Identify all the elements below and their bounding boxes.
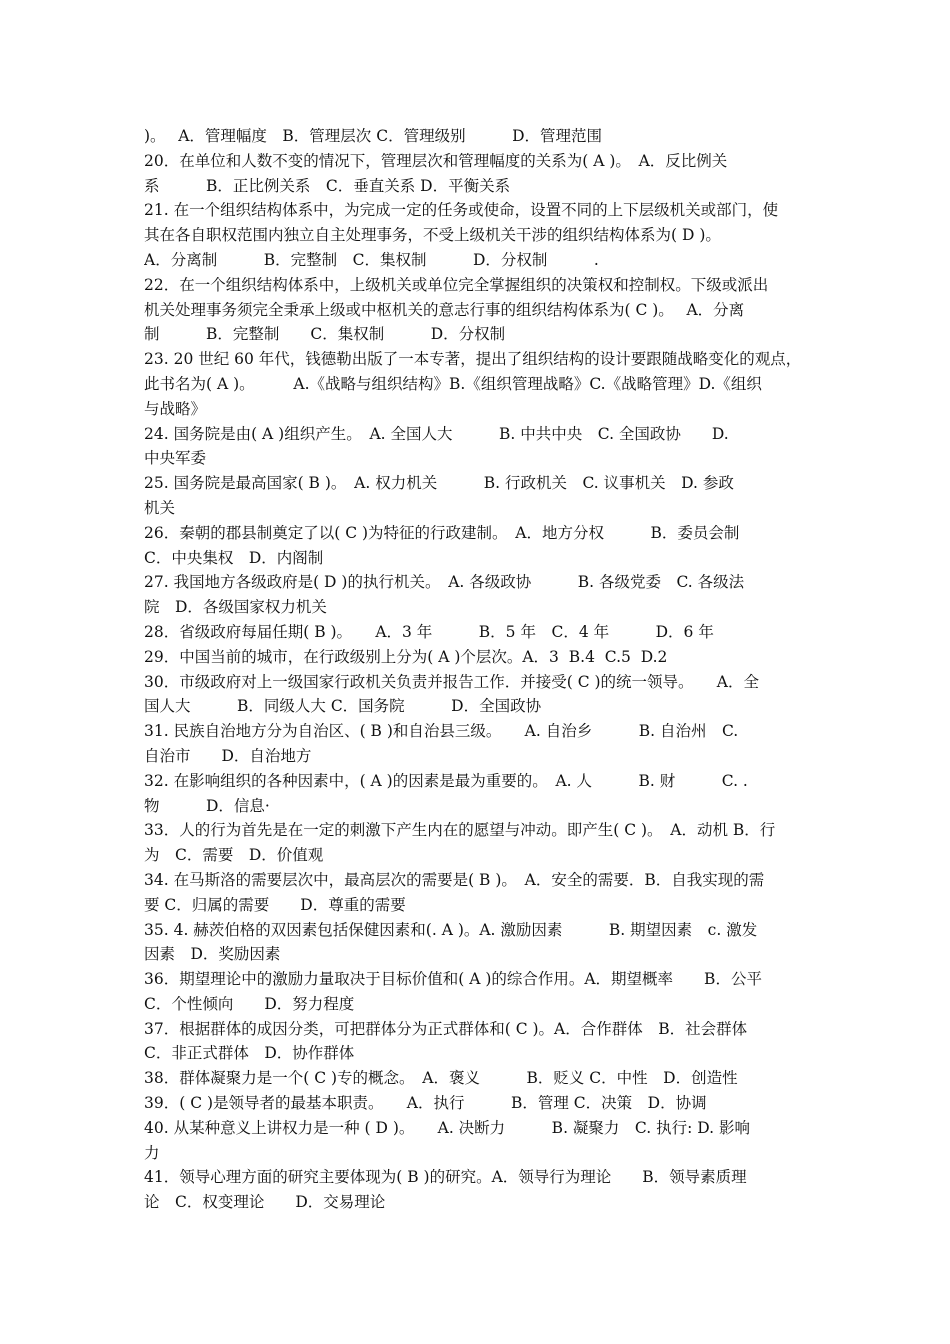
text-line: 33．人的行为首先是在一定的刺激下产生内在的愿望与冲动。即产生( C )。 A．动机 B．行 xyxy=(144,821,776,840)
text-line: 31. 民族自治地方分为自治区、( B )和自治县三级。 A. 自治乡 B. 自治州 C. xyxy=(144,722,739,741)
text-line: 29．中国当前的城市，在行政级别上分为( A )个层次。A．3 B.4 C.5 D.2 xyxy=(144,647,668,666)
text-line: 与战略》 xyxy=(144,399,207,418)
text-line: 要 C．归属的需要 D．尊重的需要 xyxy=(144,895,406,914)
text-line: 41．领导心理方面的研究主要体现为( B )的研究。A．领导行为理论 B．领导素质理 xyxy=(144,1168,747,1187)
text-line: 制 B．完整制 C．集权制 D．分权制 xyxy=(144,325,506,344)
text-line: 23. 20 世纪 60 年代，钱德勒出版了一本专著，提出了组织结构的设计要跟随战略变化的观点， xyxy=(144,350,802,369)
text-line: 此书名为( A )。 A.《战略与组织结构》B.《组织管理战略》C.《战略管理》D.《组织 xyxy=(144,374,762,393)
question-text-block xyxy=(144,124,816,1215)
text-line: C．个性倾向 D．努力程度 xyxy=(144,994,355,1013)
text-line: 其在各自职权范围内独立自主处理事务，不受上级机关干涉的组织结构体系为( D )。 xyxy=(144,226,721,245)
text-line: 22．在一个组织结构体系中，上级机关或单位完全掌握组织的决策权和控制权。下级或派出 xyxy=(144,275,769,294)
text-line: 25. 国务院是最高国家( B )。 A. 权力机关 B. 行政机关 C. 议事机关 D. 参政 xyxy=(144,474,734,493)
text-line: 24. 国务院是由( A )组织产生。 A. 全国人大 B. 中共中央 C. 全国政协 D. xyxy=(144,424,729,443)
text-line: 力 xyxy=(144,1143,160,1162)
text-line: 院 D．各级国家权力机关 xyxy=(144,598,327,617)
text-line: A．分离制 B．完整制 C．集权制 D．分权制 . xyxy=(144,250,599,269)
text-line: 机关处理事务须完全秉承上级或中枢机关的意志行事的组织结构体系为( C )。 A．分离 xyxy=(144,300,745,319)
text-line: 21. 在一个组织结构体系中，为完成一定的任务或使命，设置不同的上下层级机关或部门，使 xyxy=(144,201,779,220)
text-line: 28．省级政府每届任期( B )。 A．3 年 B．5 年 C．4 年 D．6 年 xyxy=(144,622,714,641)
text-line: 34. 在马斯洛的需要层次中，最高层次的需要是( B )。 A．安全的需要．B．自我实现的需 xyxy=(144,870,765,889)
text-line: 37．根据群体的成因分类，可把群体分为正式群体和( C )。A．合作群体 B．社会群体 xyxy=(144,1019,748,1038)
text-line: 40. 从某种意义上讲权力是一种 ( D )。 A. 决断力 B. 凝聚力 C. 执行: D. 影响 xyxy=(144,1118,750,1137)
text-line: 机关 xyxy=(144,498,176,517)
text-line: 中央军委 xyxy=(144,449,207,468)
text-line: 系 B．正比例关系 C．垂直关系 D．平衡关系 xyxy=(144,176,511,195)
text-line: 32. 在影响组织的各种因素中，( A )的因素是最为重要的。 A. 人 B. 财 C. . xyxy=(144,771,748,790)
text-line: 36．期望理论中的激励力量取决于目标价值和( A )的综合作用。A．期望概率 B．公平 xyxy=(144,970,762,989)
text-line: 为 C．需要 D．价值观 xyxy=(144,846,324,865)
text-line: 39．( C )是领导者的最基本职责。 A．执行 B．管理 C．决策 D．协调 xyxy=(144,1094,707,1113)
text-line: 38．群体凝聚力是一个( C )专的概念。 A．褒义 B．贬义 C．中性 D．创造性 xyxy=(144,1069,738,1088)
text-line: 30．市级政府对上一级国家行政机关负责并报告工作．并接受( C )的统一领导。 A．全 xyxy=(144,672,759,691)
text-line: 论 C．权变理论 D．交易理论 xyxy=(144,1193,386,1212)
text-line: 自治市 D．自治地方 xyxy=(144,746,312,765)
text-line: 因素 D．奖励因素 xyxy=(144,945,281,964)
text-line: )。 A．管理幅度 B．管理层次 C．管理级别 D．管理范围 xyxy=(144,127,603,145)
text-line: C．非正式群体 D．协作群体 xyxy=(144,1044,355,1063)
text-line: 27. 我国地方各级政府是( D )的执行机关。 A. 各级政协 B. 各级党委 C. 各级法 xyxy=(144,573,745,592)
text-line: 国人大 B．同级人大 C．国务院 D．全国政协 xyxy=(144,697,542,716)
text-line: C．中央集权 D．内阁制 xyxy=(144,548,324,567)
text-line: 20．在单位和人数不变的情况下，管理层次和管理幅度的关系为( A )。 A．反比例关 xyxy=(144,151,728,170)
text-line: 物 D．信息· xyxy=(144,796,270,815)
text-line: 35. 4. 赫茨伯格的双因素包括保健因素和(. A )。A. 激励因素 B. 期望因素 c. 激发 xyxy=(144,920,758,939)
text-line: 26．秦朝的郡县制奠定了以( C )为特征的行政建制。 A．地方分权 B．委员会制 xyxy=(144,523,740,542)
